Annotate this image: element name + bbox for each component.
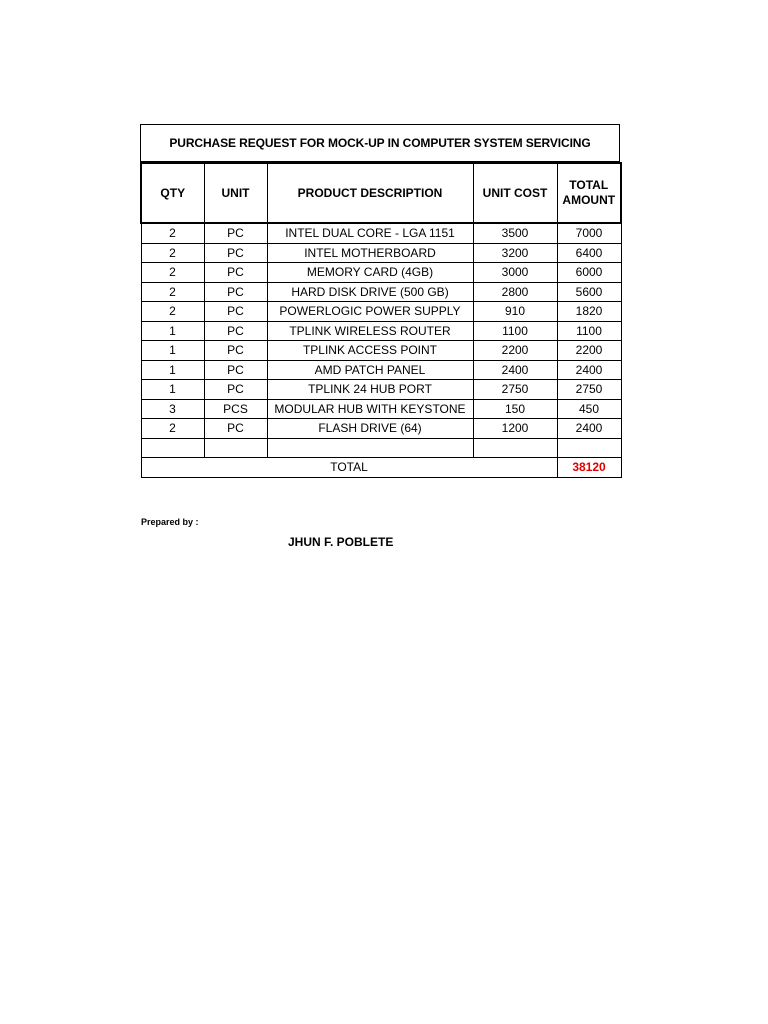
cell-description: HARD DISK DRIVE (500 GB) <box>267 282 473 302</box>
cell-unit-cost: 3200 <box>473 243 557 263</box>
cell-unit-cost: 2200 <box>473 341 557 361</box>
table-row <box>141 302 621 322</box>
cell-description: TPLINK WIRELESS ROUTER <box>267 321 473 341</box>
cell-unit-cost: 150 <box>473 399 557 419</box>
cell-unit-cost: 1200 <box>473 419 557 439</box>
cell-qty: 2 <box>141 223 204 243</box>
table-row-empty <box>141 438 621 458</box>
cell-qty: 2 <box>141 302 204 322</box>
cell-qty: 2 <box>141 263 204 283</box>
cell-unit-cost <box>473 438 557 458</box>
table-row <box>141 341 621 361</box>
cell-unit: PC <box>204 263 267 283</box>
cell-qty: 1 <box>141 341 204 361</box>
cell-description: INTEL MOTHERBOARD <box>267 243 473 263</box>
cell-description: TPLINK 24 HUB PORT <box>267 380 473 400</box>
document-title: PURCHASE REQUEST FOR MOCK-UP IN COMPUTER SYSTEM SERVICING <box>140 124 620 162</box>
cell-total: 2200 <box>557 341 621 361</box>
purchase-request-sheet <box>140 124 620 478</box>
table-row <box>141 380 621 400</box>
table-body <box>141 223 621 477</box>
cell-unit-cost: 3500 <box>473 223 557 243</box>
cell-total: 6000 <box>557 263 621 283</box>
cell-total: 7000 <box>557 223 621 243</box>
signer-name: JHUN F. POBLETE <box>288 535 394 549</box>
cell-total: 1820 <box>557 302 621 322</box>
cell-total: 5600 <box>557 282 621 302</box>
cell-total: 2400 <box>557 419 621 439</box>
cell-total: 2400 <box>557 360 621 380</box>
table-row <box>141 243 621 263</box>
cell-unit: PC <box>204 302 267 322</box>
cell-total: 2750 <box>557 380 621 400</box>
prepared-by-label: Prepared by : <box>141 517 199 527</box>
table-row <box>141 399 621 419</box>
cell-description <box>267 438 473 458</box>
table-header-row <box>141 163 621 223</box>
table-row <box>141 282 621 302</box>
cell-unit <box>204 438 267 458</box>
cell-total <box>557 438 621 458</box>
cell-unit: PC <box>204 321 267 341</box>
cell-description: FLASH DRIVE (64) <box>267 419 473 439</box>
cell-qty: 1 <box>141 380 204 400</box>
total-label: TOTAL <box>141 458 557 478</box>
cell-description: MEMORY CARD (4GB) <box>267 263 473 283</box>
cell-unit-cost: 2800 <box>473 282 557 302</box>
table-row <box>141 360 621 380</box>
cell-unit: PC <box>204 380 267 400</box>
table-row <box>141 223 621 243</box>
cell-total: 1100 <box>557 321 621 341</box>
cell-description: TPLINK ACCESS POINT <box>267 341 473 361</box>
column-header-unit: UNIT <box>204 163 267 223</box>
cell-description: MODULAR HUB WITH KEYSTONE <box>267 399 473 419</box>
cell-unit: PCS <box>204 399 267 419</box>
table-row <box>141 419 621 439</box>
cell-unit: PC <box>204 223 267 243</box>
total-row <box>141 458 621 478</box>
table-row <box>141 321 621 341</box>
cell-unit-cost: 2750 <box>473 380 557 400</box>
cell-qty: 2 <box>141 243 204 263</box>
cell-unit: PC <box>204 360 267 380</box>
column-header-total-amount: TOTAL AMOUNT <box>557 163 621 223</box>
cell-unit-cost: 910 <box>473 302 557 322</box>
grand-total-value: 38120 <box>557 458 621 478</box>
table-row <box>141 263 621 283</box>
cell-unit-cost: 3000 <box>473 263 557 283</box>
cell-unit: PC <box>204 282 267 302</box>
cell-qty: 3 <box>141 399 204 419</box>
column-header-description: PRODUCT DESCRIPTION <box>267 163 473 223</box>
cell-qty <box>141 438 204 458</box>
column-header-qty: QTY <box>141 163 204 223</box>
cell-unit: PC <box>204 243 267 263</box>
cell-qty: 2 <box>141 282 204 302</box>
column-header-unit-cost: UNIT COST <box>473 163 557 223</box>
cell-description: AMD PATCH PANEL <box>267 360 473 380</box>
cell-description: INTEL DUAL CORE - LGA 1151 <box>267 223 473 243</box>
cell-qty: 2 <box>141 419 204 439</box>
cell-unit: PC <box>204 341 267 361</box>
cell-total: 6400 <box>557 243 621 263</box>
purchase-table <box>140 162 622 478</box>
cell-total: 450 <box>557 399 621 419</box>
cell-unit: PC <box>204 419 267 439</box>
cell-qty: 1 <box>141 360 204 380</box>
cell-qty: 1 <box>141 321 204 341</box>
cell-unit-cost: 1100 <box>473 321 557 341</box>
cell-unit-cost: 2400 <box>473 360 557 380</box>
cell-description: POWERLOGIC POWER SUPPLY <box>267 302 473 322</box>
